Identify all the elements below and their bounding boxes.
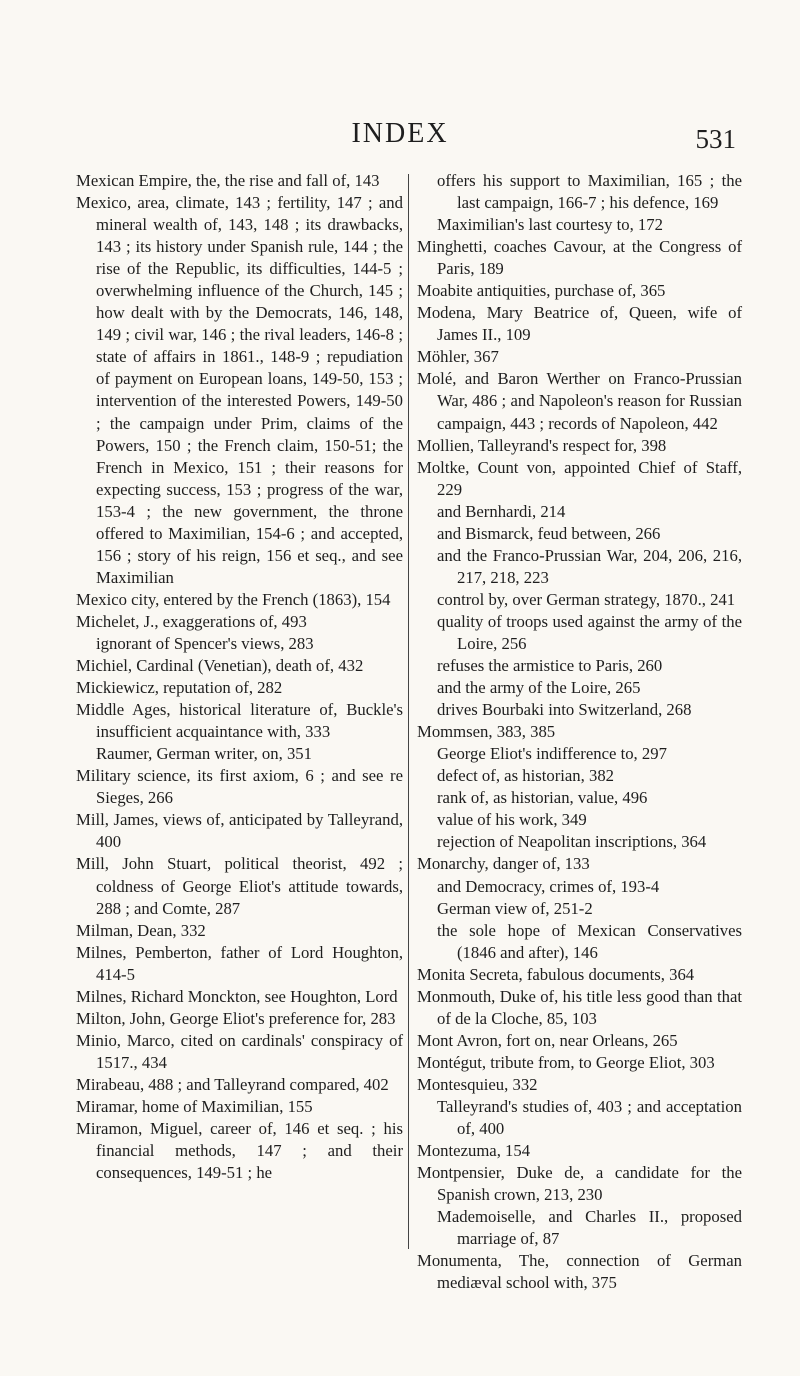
index-subentry: Mademoiselle, and Charles II., proposed marriage of, 87 <box>437 1207 742 1249</box>
index-entry: Mexico, area, climate, 143 ; fertility, 147 ; and mineral wealth of, 143, 148 ; its drawbacks, 143 ; its history under Spanish rule, 144 ; the rise of the Republic, its difficulties, 144-5 ; overwhelming influence of the Church, 145 ; how dealt with by the Democrats, 146, 148, 149 ; civil war, 146 ; the rival leaders, 146-8 ; state of affairs in 1861., 148-9 ; repudiation of payment on European loans, 149-50, 153 ; intervention of the interested Powers, 149-50 ; the campaign under Prim, claims of the Powers, 150 ; the French claim, 150-51; the French in Mexico, 151 ; their reasons for expecting success, 153 ; progress of the war, 153-4 ; the new government, the throne offered to Maximilian, 154-6 ; and accepted, 156 ; story of his reign, 156 et seq., and see Maximilian <box>76 193 403 587</box>
index-entry: Mont Avron, fort on, near Orleans, 265 <box>417 1030 678 1050</box>
page-header <box>0 118 800 158</box>
index-subentry: drives Bourbaki into Switzerland, 268 <box>437 700 692 720</box>
index-subentry: quality of troops used against the army of the Loire, 256 <box>437 611 742 653</box>
index-entry: Monita Secreta, fabulous documents, 364 <box>417 964 695 984</box>
index-subentry: defect of, as historian, 382 <box>437 766 615 786</box>
index-subentry: offers his support to Maximilian, 165 ; the last campaign, 166-7 ; his defence, 169 <box>437 171 742 213</box>
index-entry: Miramar, home of Maximilian, 155 <box>76 1096 313 1116</box>
index-subentry: and the Franco-Prussian War, 204, 206, 216, 217, 218, 223 <box>437 545 742 587</box>
index-subentry: and Democracy, crimes of, 193-4 <box>437 876 660 896</box>
index-entry: Minio, Marco, cited on cardinals' conspiracy of 1517., 434 <box>76 1030 403 1072</box>
index-entry: Milman, Dean, 332 <box>76 920 206 940</box>
index-subentry: and Bismarck, feud between, 266 <box>437 523 661 543</box>
index-subentry: ignorant of Spencer's views, 283 <box>96 633 314 653</box>
column-divider <box>408 174 409 1249</box>
index-entry: Miramon, Miguel, career of, 146 et seq. ; his financial methods, 147 ; and their consequences, 149-51 ; he <box>76 1119 403 1183</box>
index-subentry: German view of, 251-2 <box>437 898 593 918</box>
index-entry: Molé, and Baron Werther on Franco-Prussian War, 486 ; and Napoleon's reason for Russian campaign, 443 ; records of Napoleon, 442 <box>417 369 742 433</box>
index-entry: Montpensier, Duke de, a candidate for the Spanish crown, 213, 230 <box>417 1163 742 1205</box>
index-subentry: rank of, as historian, value, 496 <box>437 788 648 808</box>
index-subentry: value of his work, 349 <box>437 810 587 830</box>
index-subentry: refuses the armistice to Paris, 260 <box>437 656 663 676</box>
index-entry: Moltke, Count von, appointed Chief of Staff, 229 <box>417 457 742 499</box>
index-entry: Mickiewicz, reputation of, 282 <box>76 678 283 698</box>
index-entry: Monumenta, The, connection of German mediæval school with, 375 <box>417 1251 742 1293</box>
index-subentry: control by, over German strategy, 1870., 241 <box>437 589 736 609</box>
index-entry: Mollien, Talleyrand's respect for, 398 <box>417 435 667 455</box>
index-entry: Montesquieu, 332 <box>417 1074 538 1094</box>
index-entry: Milton, John, George Eliot's preference for, 283 <box>76 1008 396 1028</box>
index-subentry: George Eliot's indifference to, 297 <box>437 744 667 764</box>
index-entry: Milnes, Richard Monckton, see Houghton, Lord <box>76 986 398 1006</box>
index-entry: Mommsen, 383, 385 <box>417 722 556 742</box>
index-entry: Michiel, Cardinal (Venetian), death of, 432 <box>76 656 364 676</box>
index-entry: Mexico city, entered by the French (1863), 154 <box>76 589 391 609</box>
index-entry: Mill, John Stuart, political theorist, 492 ; coldness of George Eliot's attitude towards, 288 ; and Comte, 287 <box>76 854 403 918</box>
index-subentry: Maximilian's last courtesy to, 172 <box>437 215 663 235</box>
index-entry: Middle Ages, historical literature of, Buckle's insufficient acquaintance with, 333 <box>76 700 403 742</box>
index-entry: Military science, its first axiom, 6 ; and see re Sieges, 266 <box>76 766 403 808</box>
index-subentry: Raumer, German writer, on, 351 <box>96 744 312 764</box>
index-subentry: rejection of Neapolitan inscriptions, 364 <box>437 832 707 852</box>
index-entry: Modena, Mary Beatrice of, Queen, wife of James II., 109 <box>417 303 742 345</box>
page-title: INDEX <box>351 118 449 149</box>
index-subentry: and Bernhardi, 214 <box>437 501 566 521</box>
index-entry: Mill, James, views of, anticipated by Talleyrand, 400 <box>76 810 403 852</box>
index-entry: Monmouth, Duke of, his title less good than that of de la Cloche, 85, 103 <box>417 986 742 1028</box>
index-entry: Minghetti, coaches Cavour, at the Congress of Paris, 189 <box>417 237 742 279</box>
index-entry: Moabite antiquities, purchase of, 365 <box>417 281 666 301</box>
index-entry: Mexican Empire, the, the rise and fall of, 143 <box>76 171 380 190</box>
index-subentry: the sole hope of Mexican Conservatives (1846 and after), 146 <box>437 920 742 962</box>
index-column-right <box>417 170 742 1294</box>
index-entry: Monarchy, danger of, 133 <box>417 854 590 874</box>
index-entry: Möhler, 367 <box>417 347 499 367</box>
index-subentry: Talleyrand's studies of, 403 ; and acceptation of, 400 <box>437 1096 742 1139</box>
index-entry: Mirabeau, 488 ; and Talleyrand compared, 402 <box>76 1074 389 1094</box>
index-entry: Montégut, tribute from, to George Eliot, 303 <box>417 1052 715 1072</box>
index-entry: Michelet, J., exaggerations of, 493 <box>76 611 307 631</box>
page-number: 531 <box>695 124 736 154</box>
index-column-left <box>76 170 403 1184</box>
index-subentry: and the army of the Loire, 265 <box>437 678 641 698</box>
index-entry: Milnes, Pemberton, father of Lord Houghton, 414-5 <box>76 942 403 984</box>
index-entry: Montezuma, 154 <box>417 1141 531 1161</box>
